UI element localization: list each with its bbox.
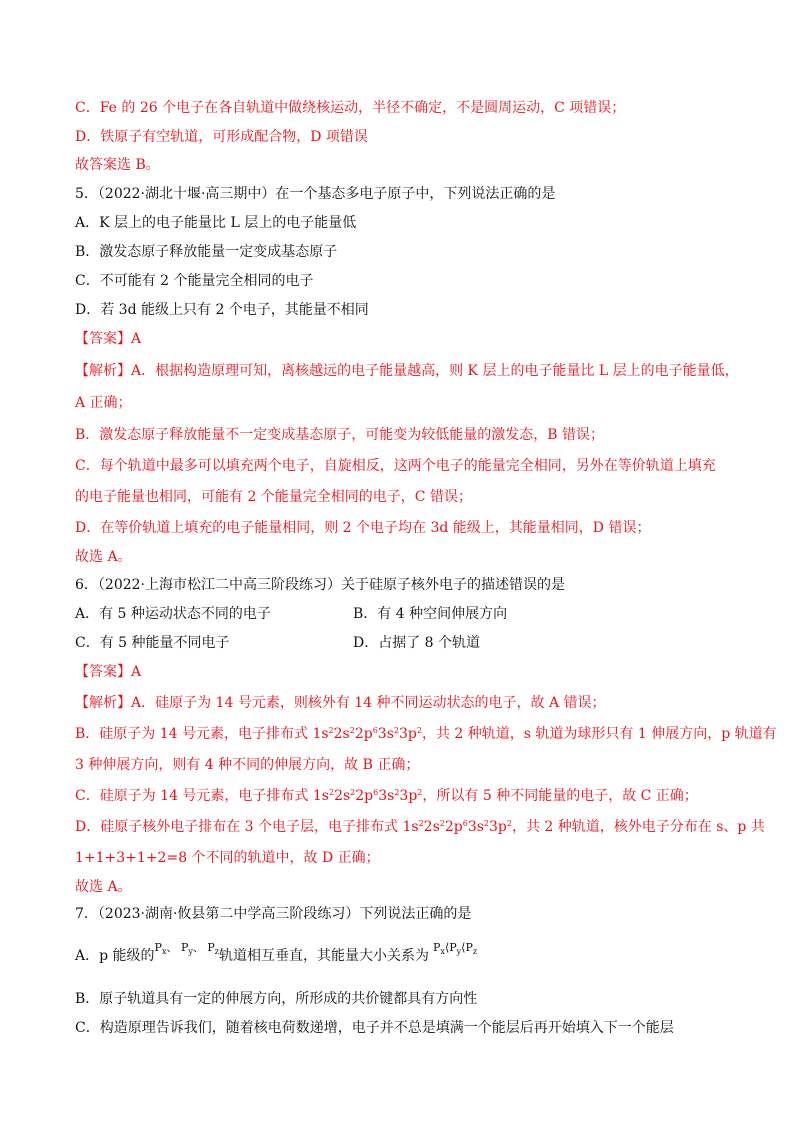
analysis-text: D．硅原子核外电子排布在 3 个电子层，电子排布式	[75, 819, 403, 835]
q5-analysis-line: 【解析】A．根据构造原理可知，离核越远的电子能量越高，则 K 层上的电子能量比 L 层上的电子能量低，	[75, 363, 739, 379]
q7-stem: 7．（2023·湖南·攸县第二中学高三阶段练习）下列说法正确的是	[75, 906, 472, 922]
option-text: A．p 能级的	[75, 948, 155, 964]
q6-analysis-c	[75, 785, 698, 807]
analysis-text: C．硅原子为 14 号元素，电子排布式	[75, 788, 313, 804]
q5-analysis-line: A 正确；	[75, 395, 132, 411]
q6-stem: 6．（2022·上海市松江二中高三阶段练习）关于硅原子核外电子的描述错误的是	[75, 577, 565, 593]
q6-analysis-b-line2: 3 种伸展方向，则有 4 种不同的伸展方向，故 B 正确；	[75, 757, 420, 773]
q6-answer: 【答案】A	[75, 664, 142, 680]
q7-option-b: B．原子轨道具有一定的伸展方向，所形成的共价键都具有方向性	[75, 991, 478, 1007]
q6-conclusion: 故选 A。	[75, 879, 132, 895]
analysis-text: ，共 2 种轨道，s 轨道为球形只有 1 伸展方向，p 轨道有	[421, 726, 777, 742]
electron-configuration: $1s^22s^22p^63s^23p^2$	[312, 788, 423, 804]
q5-analysis-line: B．激发态原子释放能量不一定变成基态原子，可能变为较低能量的激发态，B 错误；	[75, 427, 605, 443]
q5-option-d: D．若 3d 能级上只有 2 个电子，其能量不相同	[75, 302, 369, 318]
q5-stem: 5．（2022·湖北十堰·高三期中）在一个基态多电子原子中，下列说法正确的是	[75, 186, 556, 202]
q5-option-a: A．K 层上的电子能量比 L 层上的电子能量低	[75, 215, 357, 231]
q5-option-c: C．不可能有 2 个能量完全相同的电子	[75, 273, 314, 289]
q5-option-b: B．激发态原子释放能量一定变成基态原子	[75, 244, 338, 260]
analysis-text: ，共 2 种轨道，核外电子分布在 s、p 共	[511, 819, 765, 835]
q6-analysis-b-line1	[75, 723, 777, 745]
q5-analysis-line: C．每个轨道中最多可以填充两个电子，自旋相反，这两个电子的能量完全相同，另外在等价轨道上填充	[75, 458, 716, 474]
q5-conclusion: 故选 A。	[75, 549, 132, 565]
energy-relation: Px⟨Py⟨Pz	[433, 941, 478, 956]
prev-conclusion: 故答案选 B。	[75, 157, 160, 173]
q6-option-b: B．有 4 种空间伸展方向	[353, 606, 508, 622]
electron-configuration: $1s^22s^22p^63s^23p^2$	[402, 819, 512, 835]
q6-analysis-d-line2: 1+1+3+1+2=8 个不同的轨道中，故 D 正确；	[75, 850, 380, 866]
analysis-text: B．硅原子为 14 号元素，电子排布式	[75, 726, 313, 742]
q7-option-a	[75, 941, 478, 968]
q6-option-c: C．有 5 种能量不同电子	[75, 635, 230, 651]
q6-analysis-d-line1	[75, 816, 765, 838]
prev-option-c-analysis: C．Fe 的 26 个电子在各自轨道中做绕核运动，半径不确定，不是圆周运动，C 项错误；	[75, 100, 626, 116]
orbital-list: Px、 Py、 Pz	[154, 941, 220, 956]
q7-option-c: C．构造原理告诉我们，随着核电荷数递增，电子并不总是填满一个能层后再开始填入下一个能层	[75, 1020, 674, 1036]
electron-configuration: $1s^22s^22p^63s^23p^2$	[312, 726, 422, 742]
q5-analysis-line: D．在等价轨道上填充的电子能量相同，则 2 个电子均在 3d 能级上，其能量相同，D 错误；	[75, 520, 651, 536]
q6-analysis-a: 【解析】A．硅原子为 14 号元素，则核外有 14 种不同运动状态的电子，故 A 错误；	[75, 695, 606, 711]
prev-option-d-analysis: D．铁原子有空轨道，可形成配合物，D 项错误	[75, 129, 368, 145]
option-text: 轨道相互垂直，其能量大小关系为	[219, 948, 430, 964]
q5-analysis-line: 的电子能量也相同，可能有 2 个能量完全相同的电子，C 错误；	[75, 489, 472, 505]
analysis-text: ，所以有 5 种不同能量的电子，故 C 正确；	[422, 788, 698, 804]
q6-option-a: A．有 5 种运动状态不同的电子	[75, 606, 271, 622]
q6-option-d: D．占据了 8 个轨道	[353, 635, 481, 651]
q5-answer: 【答案】A	[75, 331, 142, 347]
